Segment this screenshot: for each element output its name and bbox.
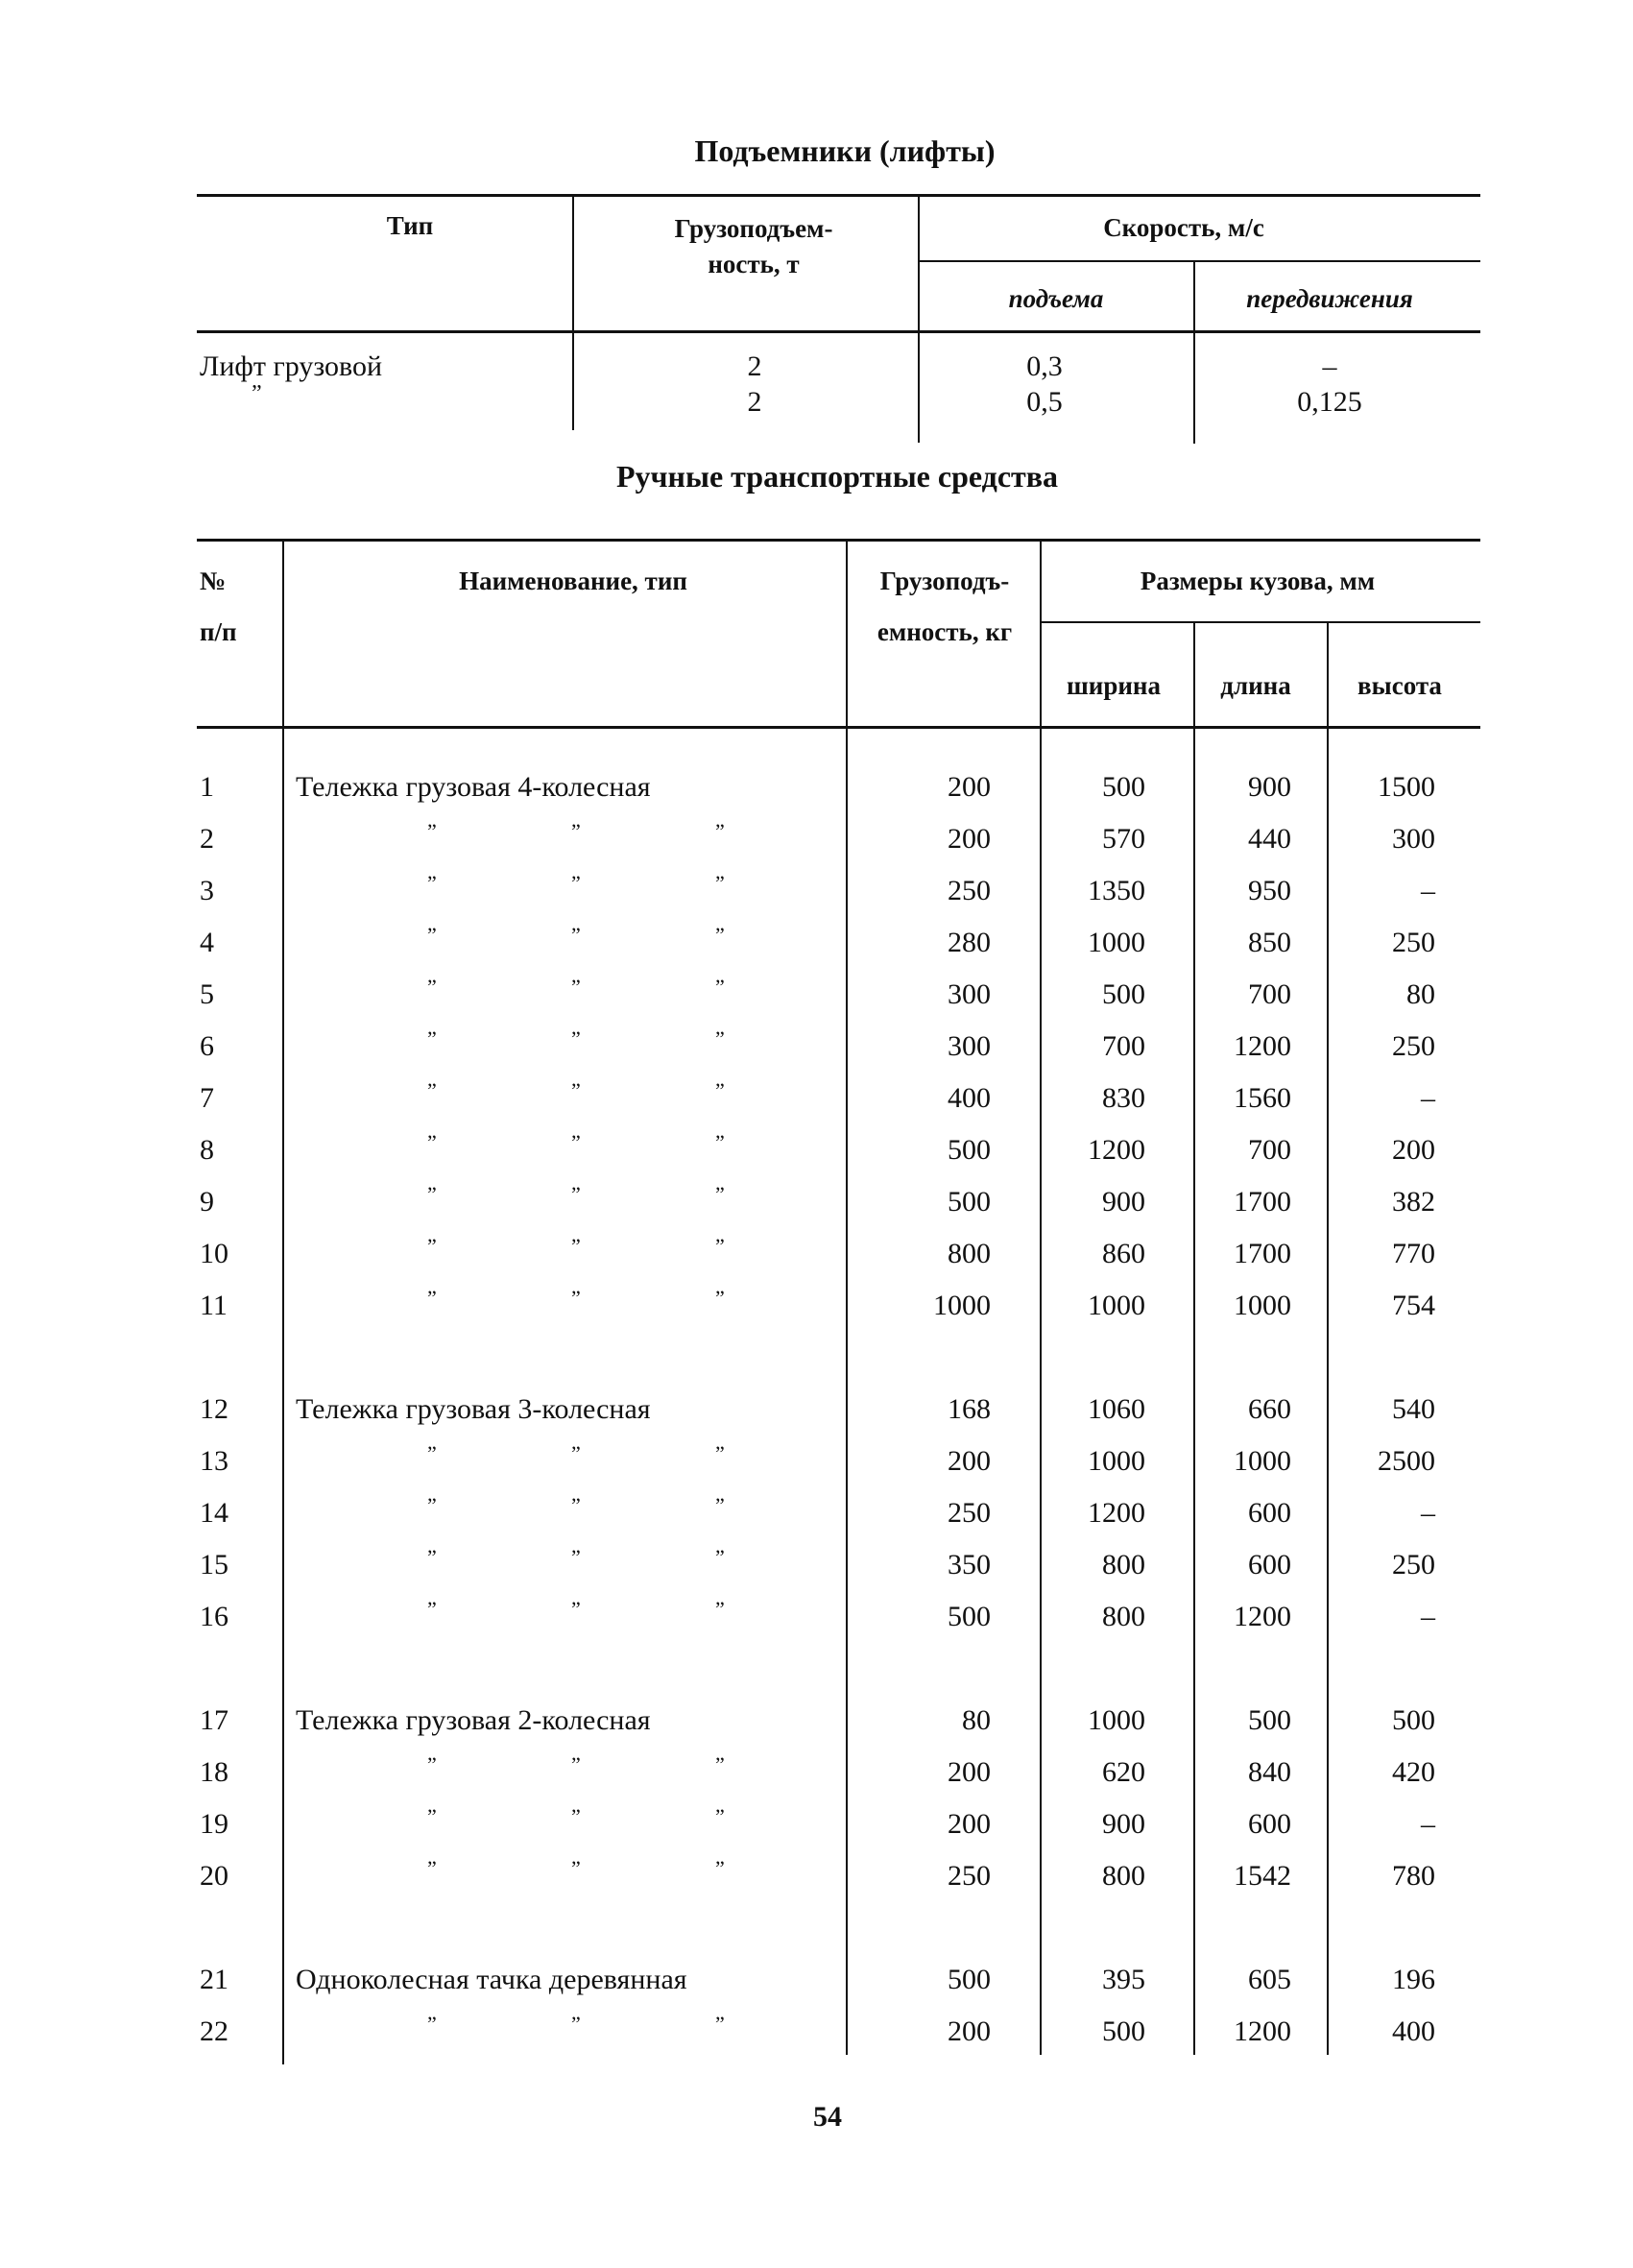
length-cell: 1560: [1234, 1082, 1291, 1114]
length-cell: 850: [1248, 927, 1291, 958]
row-number: 19: [200, 1808, 228, 1840]
column-divider: [1327, 622, 1329, 2055]
ditto-mark: ”: [571, 1545, 581, 1569]
column-divider: [1193, 622, 1195, 2055]
length-cell: 700: [1248, 1134, 1291, 1166]
column-divider: [282, 540, 284, 2064]
travel-speed: –: [1322, 350, 1337, 382]
capacity-cell: 80: [962, 1704, 991, 1736]
header-no: №: [200, 567, 227, 595]
width-cell: 830: [1102, 1082, 1145, 1114]
ditto-mark: ”: [427, 1026, 437, 1050]
ditto-mark: ”: [715, 819, 725, 843]
height-cell: –: [1421, 875, 1435, 906]
header-height: высота: [1357, 671, 1442, 700]
capacity-cell: 800: [948, 1238, 991, 1269]
capacity-cell: 300: [948, 1030, 991, 1062]
width-cell: 860: [1102, 1238, 1145, 1269]
lift-type: Лифт грузовой: [200, 350, 383, 382]
capacity-cell: 250: [948, 875, 991, 906]
height-cell: 200: [1392, 1134, 1435, 1166]
height-cell: –: [1421, 1082, 1435, 1114]
ditto-mark: ”: [571, 1804, 581, 1828]
width-cell: 1350: [1088, 875, 1145, 906]
width-cell: 1000: [1088, 1290, 1145, 1321]
capacity-cell: 200: [948, 1808, 991, 1840]
ditto-mark: ”: [427, 1130, 437, 1154]
capacity-cell: 500: [948, 1601, 991, 1632]
item-name: Тележка грузовая 4-колесная: [296, 771, 651, 803]
row-number: 2: [200, 823, 214, 855]
ditto-mark: ”: [715, 1078, 725, 1102]
page-number: 54: [813, 2101, 842, 2133]
lift-capacity: 2: [747, 386, 762, 418]
width-cell: 620: [1102, 1756, 1145, 1788]
ditto-mark: ”: [715, 1234, 725, 1258]
ditto-mark: ”: [571, 923, 581, 947]
capacity-cell: 500: [948, 1964, 991, 1995]
row-number: 21: [200, 1964, 228, 1995]
height-cell: 420: [1392, 1756, 1435, 1788]
ditto-mark: ”: [715, 1441, 725, 1465]
ditto-mark: ”: [715, 1752, 725, 1776]
height-cell: 196: [1392, 1964, 1435, 1995]
ditto-mark: ”: [571, 1856, 581, 1880]
item-name: Тележка грузовая 3-колесная: [296, 1393, 651, 1425]
height-cell: 770: [1392, 1238, 1435, 1269]
length-cell: 1542: [1234, 1860, 1291, 1892]
row-number: 3: [200, 875, 214, 906]
ditto-mark: ”: [571, 1752, 581, 1776]
ditto-mark: ”: [571, 1286, 581, 1310]
ditto-mark: ”: [427, 1078, 437, 1102]
height-cell: 250: [1392, 1030, 1435, 1062]
ditto-mark: ”: [427, 1597, 437, 1621]
row-number: 12: [200, 1393, 228, 1425]
length-cell: 1200: [1234, 1030, 1291, 1062]
column-divider: [572, 195, 574, 430]
length-cell: 1000: [1234, 1290, 1291, 1321]
length-cell: 700: [1248, 978, 1291, 1010]
lift-speed: 0,3: [1026, 350, 1063, 382]
width-cell: 1200: [1088, 1134, 1145, 1166]
capacity-cell: 200: [948, 1445, 991, 1477]
ditto-mark: ”: [715, 975, 725, 999]
height-cell: –: [1421, 1601, 1435, 1632]
lift-speed: 0,5: [1026, 386, 1063, 418]
capacity-cell: 280: [948, 927, 991, 958]
ditto-mark: ”: [427, 819, 437, 843]
item-name: Тележка грузовая 2-колесная: [296, 1704, 651, 1736]
width-cell: 500: [1102, 771, 1145, 803]
row-number: 13: [200, 1445, 228, 1477]
length-cell: 500: [1248, 1704, 1291, 1736]
width-cell: 900: [1102, 1808, 1145, 1840]
header-capacity-2: емность, кг: [877, 617, 1013, 646]
length-cell: 840: [1248, 1756, 1291, 1788]
ditto-mark: ”: [715, 1026, 725, 1050]
ditto-mark: ”: [571, 1441, 581, 1465]
lifts-title: Подъемники (лифты): [694, 133, 996, 168]
capacity-cell: 250: [948, 1860, 991, 1892]
column-divider: [846, 540, 848, 2055]
row-number: 10: [200, 1238, 228, 1269]
ditto-mark: ”: [715, 871, 725, 895]
ditto-mark: ”: [571, 1597, 581, 1621]
capacity-cell: 1000: [933, 1290, 991, 1321]
manual-title: Ручные транспортные средства: [615, 459, 1059, 494]
row-number: 5: [200, 978, 214, 1010]
width-cell: 1200: [1088, 1497, 1145, 1529]
width-cell: 570: [1102, 823, 1145, 855]
row-number: 15: [200, 1549, 228, 1580]
ditto-mark: ”: [715, 1597, 725, 1621]
ditto-mark: ”: [571, 1078, 581, 1102]
width-cell: 1060: [1088, 1393, 1145, 1425]
capacity-cell: 200: [948, 771, 991, 803]
width-cell: 800: [1102, 1601, 1145, 1632]
row-number: 14: [200, 1497, 228, 1529]
row-number: 22: [200, 2015, 228, 2047]
header-no-2: п/п: [200, 617, 237, 646]
row-number: 8: [200, 1134, 214, 1166]
length-cell: 1200: [1234, 2015, 1291, 2047]
ditto-mark: ”: [427, 1441, 437, 1465]
width-cell: 500: [1102, 2015, 1145, 2047]
row-number: 1: [200, 771, 214, 803]
ditto-mark: ”: [571, 1234, 581, 1258]
ditto-mark: ”: [715, 1130, 725, 1154]
capacity-cell: 200: [948, 823, 991, 855]
width-cell: 1000: [1088, 927, 1145, 958]
height-cell: –: [1421, 1808, 1435, 1840]
header-travel-speed: передвижения: [1246, 284, 1413, 313]
header-type: Тип: [386, 211, 434, 240]
table-rule: [197, 539, 1480, 542]
height-cell: 500: [1392, 1704, 1435, 1736]
column-divider: [1040, 540, 1042, 2055]
ditto-mark: ”: [571, 1493, 581, 1517]
width-cell: 700: [1102, 1030, 1145, 1062]
width-cell: 800: [1102, 1549, 1145, 1580]
length-cell: 600: [1248, 1549, 1291, 1580]
ditto-mark: ”: [571, 975, 581, 999]
ditto-mark: ”: [715, 1545, 725, 1569]
ditto-mark: ”: [427, 975, 437, 999]
capacity-cell: 168: [948, 1393, 991, 1425]
capacity-cell: 250: [948, 1497, 991, 1529]
header-dimensions: Размеры кузова, мм: [1140, 567, 1376, 595]
length-cell: 1000: [1234, 1445, 1291, 1477]
ditto-mark: ”: [571, 871, 581, 895]
width-cell: 395: [1102, 1964, 1145, 1995]
width-cell: 1000: [1088, 1445, 1145, 1477]
height-cell: 1500: [1378, 771, 1435, 803]
table-rule: [197, 726, 1480, 729]
height-cell: 540: [1392, 1393, 1435, 1425]
length-cell: 1700: [1234, 1186, 1291, 1218]
travel-speed: 0,125: [1297, 386, 1362, 418]
width-cell: 800: [1102, 1860, 1145, 1892]
ditto-mark: ”: [427, 871, 437, 895]
height-cell: 780: [1392, 1860, 1435, 1892]
height-cell: 754: [1392, 1290, 1435, 1321]
ditto-mark: ”: [571, 2012, 581, 2036]
ditto-mark: ”: [427, 1182, 437, 1206]
ditto-mark: ”: [427, 923, 437, 947]
header-speed: Скорость, м/с: [1103, 213, 1264, 242]
length-cell: 1700: [1234, 1238, 1291, 1269]
capacity-cell: 400: [948, 1082, 991, 1114]
capacity-cell: 200: [948, 1756, 991, 1788]
length-cell: 660: [1248, 1393, 1291, 1425]
ditto-mark: ”: [427, 1856, 437, 1880]
table-rule: [1041, 621, 1480, 623]
table-rule: [197, 194, 1480, 197]
ditto-mark: ”: [715, 1856, 725, 1880]
height-cell: 382: [1392, 1186, 1435, 1218]
length-cell: 600: [1248, 1808, 1291, 1840]
height-cell: 250: [1392, 927, 1435, 958]
length-cell: 1200: [1234, 1601, 1291, 1632]
header-width: ширина: [1067, 671, 1161, 700]
length-cell: 440: [1248, 823, 1291, 855]
lift-type-ditto: ”: [252, 381, 262, 406]
ditto-mark: ”: [571, 1182, 581, 1206]
ditto-mark: ”: [427, 1234, 437, 1258]
ditto-mark: ”: [571, 1130, 581, 1154]
ditto-mark: ”: [715, 1493, 725, 1517]
ditto-mark: ”: [427, 1804, 437, 1828]
ditto-mark: ”: [427, 1545, 437, 1569]
ditto-mark: ”: [427, 1493, 437, 1517]
height-cell: 400: [1392, 2015, 1435, 2047]
column-divider: [1193, 261, 1195, 444]
ditto-mark: ”: [571, 1026, 581, 1050]
row-number: 16: [200, 1601, 228, 1632]
height-cell: 300: [1392, 823, 1435, 855]
table-rule: [197, 330, 1480, 333]
row-number: 18: [200, 1756, 228, 1788]
capacity-cell: 500: [948, 1186, 991, 1218]
lift-capacity: 2: [747, 350, 762, 382]
header-lift-speed: подъема: [1008, 284, 1104, 313]
row-number: 20: [200, 1860, 228, 1892]
ditto-mark: ”: [715, 1804, 725, 1828]
capacity-cell: 500: [948, 1134, 991, 1166]
ditto-mark: ”: [715, 1182, 725, 1206]
item-name: Одноколесная тачка деревянная: [296, 1964, 687, 1995]
length-cell: 900: [1248, 771, 1291, 803]
table-rule: [919, 260, 1480, 262]
header-name: Наименование, тип: [459, 567, 687, 595]
length-cell: 950: [1248, 875, 1291, 906]
row-number: 4: [200, 927, 214, 958]
ditto-mark: ”: [715, 1286, 725, 1310]
ditto-mark: ”: [571, 819, 581, 843]
header-capacity: Грузоподъ-: [879, 567, 1010, 595]
ditto-mark: ”: [427, 1752, 437, 1776]
length-cell: 605: [1248, 1964, 1291, 1995]
header-length: длина: [1220, 671, 1291, 700]
header-capacity: Грузоподъем-: [674, 214, 833, 243]
row-number: 9: [200, 1186, 214, 1218]
ditto-mark: ”: [427, 2012, 437, 2036]
height-cell: –: [1421, 1497, 1435, 1529]
ditto-mark: ”: [715, 2012, 725, 2036]
row-number: 6: [200, 1030, 214, 1062]
width-cell: 1000: [1088, 1704, 1145, 1736]
height-cell: 2500: [1378, 1445, 1435, 1477]
capacity-cell: 200: [948, 2015, 991, 2047]
height-cell: 250: [1392, 1549, 1435, 1580]
column-divider: [918, 195, 920, 443]
length-cell: 600: [1248, 1497, 1291, 1529]
row-number: 7: [200, 1082, 214, 1114]
header-capacity-2: ность, т: [708, 250, 800, 278]
row-number: 11: [200, 1290, 228, 1321]
ditto-mark: ”: [427, 1286, 437, 1310]
ditto-mark: ”: [715, 923, 725, 947]
width-cell: 500: [1102, 978, 1145, 1010]
height-cell: 80: [1406, 978, 1435, 1010]
width-cell: 900: [1102, 1186, 1145, 1218]
capacity-cell: 300: [948, 978, 991, 1010]
row-number: 17: [200, 1704, 228, 1736]
capacity-cell: 350: [948, 1549, 991, 1580]
